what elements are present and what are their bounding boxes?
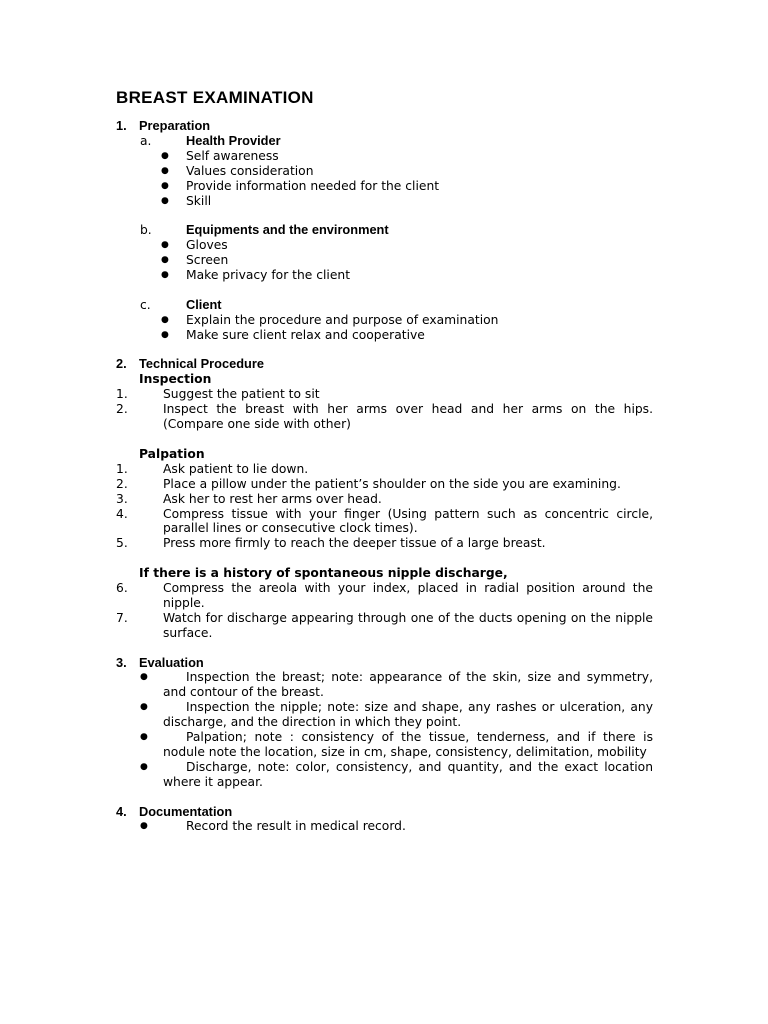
document-title: BREAST EXAMINATION [116, 88, 314, 107]
inspection-heading: Inspection [139, 372, 212, 387]
list-item: 4. Compress tissue with your finger (Using pattern such as concentric circle, parallel lines or consecutive clock times). [116, 506, 653, 536]
list-item: ● Inspection the nipple; note: size and shape, any rashes or ulceration, any discharge, and the direction in which they point. [116, 700, 653, 730]
step-number: 5. [116, 536, 128, 551]
step-number: 4. [116, 506, 128, 521]
list-item: ● Values consideration [161, 163, 314, 178]
bullet-icon: ● [161, 150, 169, 161]
equipments-list [116, 238, 653, 283]
list-item: ● Make privacy for the client [161, 268, 351, 283]
step-number: 2. [116, 476, 128, 491]
section-number: 1. [116, 118, 127, 133]
list-item: 2. Inspect the breast with her arms over head and her arms on the hips. (Compare one side with other) [116, 402, 653, 432]
bullet-icon: ● [161, 255, 169, 266]
list-item: ● Skill [161, 193, 212, 208]
palpation-steps [116, 462, 653, 551]
inspection-steps [116, 387, 653, 432]
subsection-client [140, 298, 653, 313]
section-number: 4. [116, 803, 127, 819]
step-number: 7. [116, 610, 128, 625]
documentation-list [116, 819, 653, 834]
subsection-title: Equipments and the environment [186, 222, 389, 238]
section-title: Preparation [139, 118, 211, 133]
subsection-letter: b. [140, 223, 152, 238]
section-preparation-heading [116, 119, 653, 134]
list-item: ● Screen [161, 253, 229, 268]
list-item: 7. Watch for discharge appearing through one of the ducts opening on the nipple surface. [116, 610, 653, 640]
discharge-heading: If there is a history of spontaneous nipple discharge, [139, 566, 508, 581]
subsection-health-provider [140, 134, 653, 149]
client-list [116, 313, 653, 343]
discharge-steps [116, 581, 653, 641]
list-item: ● Inspection the breast; note: appearance of the skin, size and symmetry, and contour of the breast. [116, 670, 653, 700]
document-body [116, 119, 653, 834]
section-evaluation-heading [116, 656, 653, 671]
list-item: ● Provide information needed for the client [161, 178, 440, 193]
list-item: ● Explain the procedure and purpose of examination [161, 312, 499, 327]
list-item: ● Self awareness [161, 148, 279, 163]
bullet-icon: ● [161, 180, 169, 191]
list-item: ● Make sure client relax and cooperative [161, 327, 425, 342]
subsection-letter: a. [140, 133, 152, 148]
section-title: Technical Procedure [139, 356, 264, 372]
bullet-icon: ● [140, 732, 148, 743]
step-number: 3. [116, 491, 128, 506]
bullet-icon: ● [161, 165, 169, 176]
subsection-title: Health Provider [186, 132, 281, 148]
list-item: ● Palpation; note : consistency of the tissue, tenderness, and if there is nodule note the location, size in cm, shape, consistency, delimitation, mobility [116, 730, 653, 760]
section-title: Documentation [139, 803, 233, 819]
section-documentation-heading [116, 805, 653, 820]
section-title: Evaluation [139, 654, 204, 670]
bullet-icon: ● [161, 195, 169, 206]
section-number: 2. [116, 356, 127, 372]
list-item: 3. Ask her to rest her arms over head. [116, 491, 382, 506]
list-item: 2. Place a pillow under the patient’s shoulder on the side you are examining. [116, 476, 621, 491]
step-number: 1. [116, 461, 128, 476]
bullet-icon: ● [161, 240, 169, 251]
subsection-equipments [140, 223, 653, 238]
list-item: ● Record the result in medical record. [116, 819, 653, 834]
section-technical-heading [116, 357, 653, 372]
bullet-icon: ● [161, 314, 169, 325]
health-provider-list [116, 149, 653, 209]
list-item: 6. Compress the areola with your index, placed in radial position around the nipple. [116, 581, 653, 610]
subsection-title: Client [186, 296, 222, 312]
bullet-icon: ● [140, 821, 148, 832]
list-item: 1. Suggest the patient to sit [116, 387, 320, 402]
evaluation-list [116, 670, 653, 789]
bullet-icon: ● [140, 761, 148, 772]
list-item: 5. Press more firmly to reach the deeper tissue of a large breast. [116, 536, 546, 551]
step-number: 1. [116, 387, 128, 402]
bullet-icon: ● [140, 702, 148, 713]
bullet-icon: ● [161, 270, 169, 281]
bullet-icon: ● [161, 329, 169, 340]
step-number: 6. [116, 581, 128, 596]
section-number: 3. [116, 654, 127, 670]
bullet-icon: ● [140, 672, 148, 683]
step-number: 2. [116, 402, 128, 417]
list-item: ● Discharge, note: color, consistency, and quantity, and the exact location where it appear. [116, 760, 653, 790]
palpation-heading: Palpation [139, 446, 205, 461]
list-item: 1. Ask patient to lie down. [116, 461, 309, 476]
list-item: ● Gloves [161, 238, 228, 253]
subsection-letter: c. [140, 297, 151, 312]
